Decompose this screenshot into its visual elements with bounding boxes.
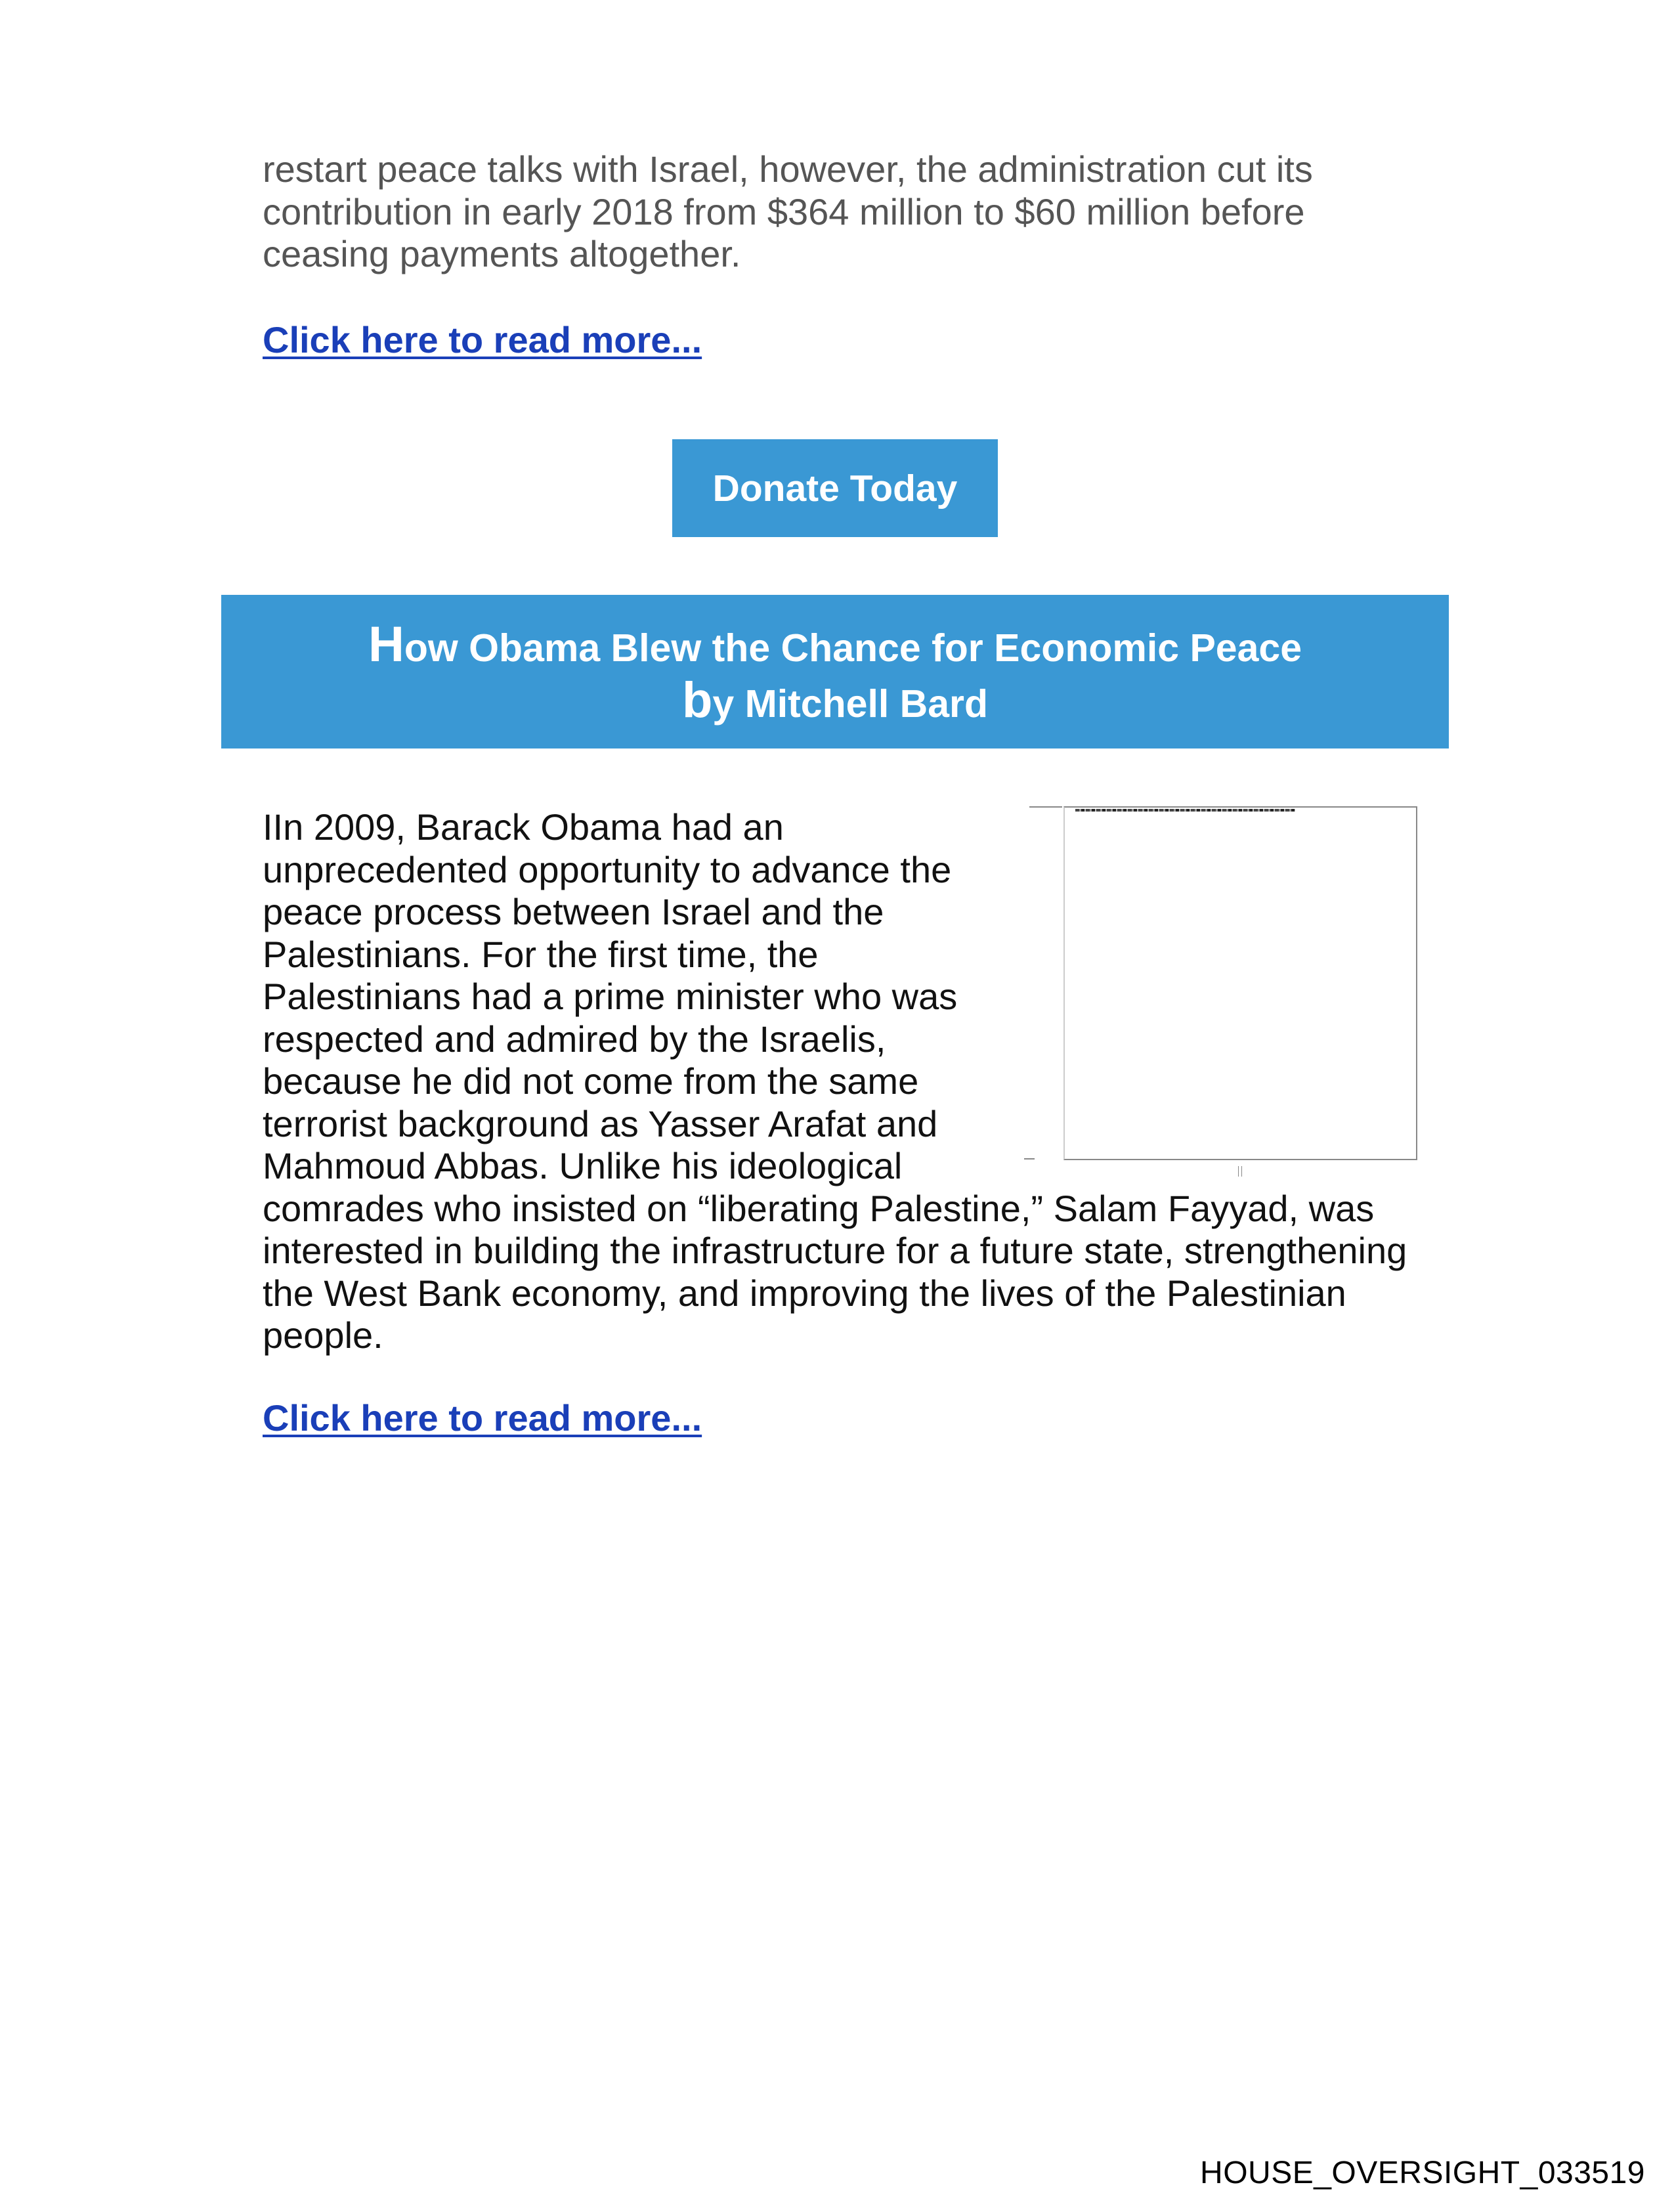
article-title-rest: ow Obama Blew the Chance for Economic Peace — [404, 626, 1302, 670]
article-image-placeholder[interactable] — [1024, 806, 1418, 1177]
intro-line-3: ceasing payments altogether. — [263, 233, 741, 274]
intro-line-2: contribution in early 2018 from $364 million to $60 million before — [263, 190, 1305, 232]
document-id: HOUSE_OVERSIGHT_033519 — [1200, 2156, 1645, 2190]
article-title-initial: H — [368, 617, 404, 672]
image-frame-tick — [1238, 1166, 1242, 1177]
image-caption-text — [1075, 809, 1295, 812]
image-frame-tick — [1029, 806, 1062, 808]
article-byline-initial: b — [681, 672, 713, 728]
article-image-frame — [1063, 806, 1417, 1160]
donate-button[interactable]: Donate Today — [672, 439, 998, 537]
article-title — [221, 618, 1449, 674]
article-body — [263, 806, 1418, 1357]
article-byline-rest: y Mitchell Bard — [712, 682, 989, 726]
intro-paragraph — [263, 148, 1379, 276]
article-byline — [221, 674, 1449, 730]
article-read-more-link[interactable]: Click here to read more... — [263, 1397, 702, 1439]
image-frame-tick — [1024, 1158, 1035, 1160]
article-body-text: IIn 2009, Barack Obama had an unprecedented opportunity to advance the peace process between Israel and the Palestinians. For the first time, the Palestinians had a prime minister who was respected and admired by the Israelis, because he did not come from the same terrorist background as Yasser Arafat and Mahmoud Abbas. Unlike his ideological comrades who insisted on “liberating Palestine,” Salam Fayyad, was interested in building the infrastructure for a future state, strengthening the West Bank economy, and improving the lives of the Palestinian people. — [263, 806, 1407, 1356]
intro-line-1: restart peace talks with Israel, however, the administration cut its — [263, 148, 1313, 190]
article-header-banner — [221, 595, 1449, 748]
read-more-link[interactable]: Click here to read more... — [263, 319, 702, 360]
